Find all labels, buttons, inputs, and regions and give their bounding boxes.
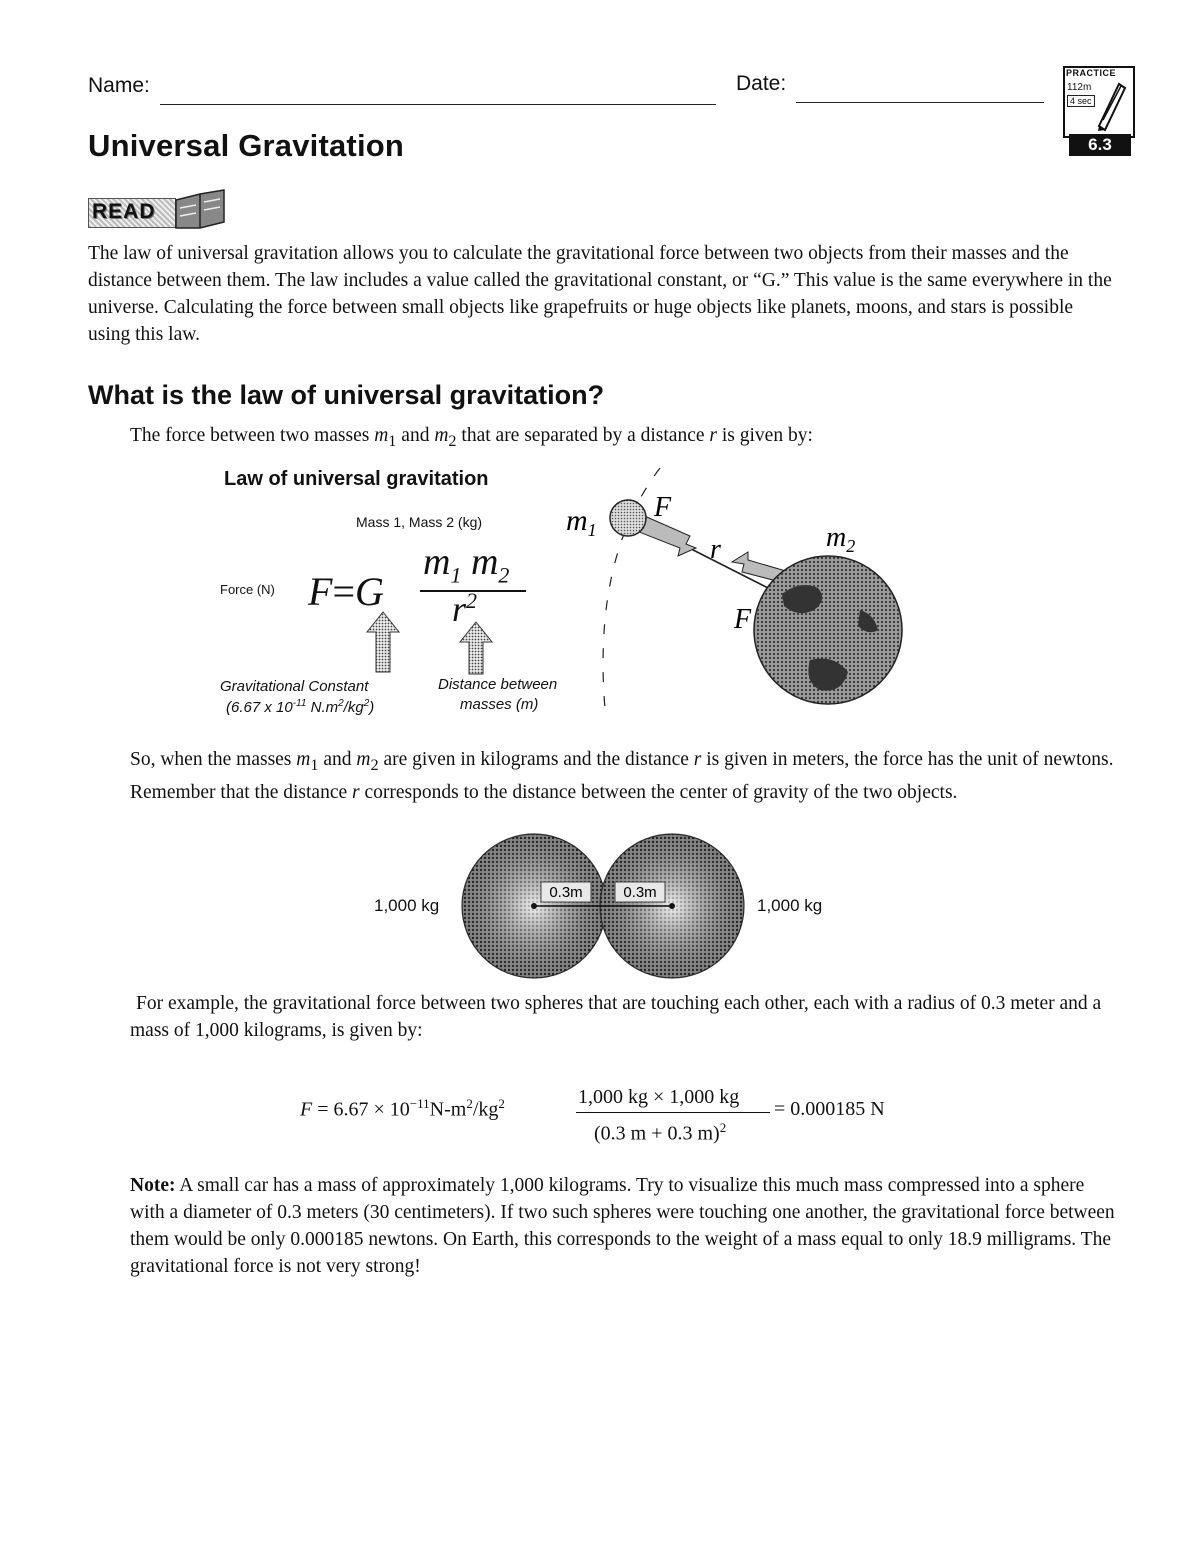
note-label: Note: (130, 1175, 176, 1196)
force-bottom-label: F (734, 604, 752, 635)
g-arrow-icon (363, 610, 403, 674)
r-arrow-icon (456, 620, 496, 676)
given-by-text: The force between two masses (130, 425, 375, 446)
explain-text-1: So, when the masses (130, 749, 297, 770)
explain-paragraph (130, 746, 1115, 806)
example-fraction-bar (576, 1112, 770, 1113)
num-m2: m (470, 541, 499, 583)
practice-badge (1063, 66, 1133, 158)
left-mass-label: 1,000 kg (374, 896, 440, 915)
formula-equals: = (332, 569, 355, 614)
note-text: A small car has a mass of approximately 1,000 kilograms. Try to visualize this much mass compressed into a sphere with a diameter of 0.3 meters (30 centimeters). If two such spheres were touching one another, the gravitational force between them would be only 0.000185 newtons. On Earth, this corresponds to the weight of a mass equal to only 18.9 milligrams. The gravitational force is not very strong! (130, 1175, 1115, 1277)
section-heading: What is the law of universal gravitation? (88, 380, 605, 410)
m2-label: $m_2$ (826, 522, 856, 556)
moon-icon (610, 500, 646, 536)
explain-m2: m (356, 749, 371, 770)
example-units: N-m (429, 1098, 467, 1121)
example-units-exp: 2 (466, 1096, 473, 1111)
explain-r: r (693, 749, 702, 770)
num-sub1: 1 (450, 562, 462, 588)
g-value: (6.67 x 10 (226, 699, 293, 716)
explain-m1: m (296, 749, 311, 770)
read-label: READ (92, 200, 156, 223)
m1-subscript: 1 (388, 431, 397, 450)
g-units: N.m (306, 699, 339, 716)
intro-paragraph: The law of universal gravitation allows you to calculate the gravitational force between two objects from their masses and the distance between them. The law includes a value called the gravitational constant, or “G.” This value is the same everywhere in the universe. Calculating the force between small objects like grapefruits or huge objects like planets, moons, and stars is possible using this law. (88, 243, 1112, 345)
badge-word: PRACTICE (1066, 68, 1117, 78)
example-f: F (300, 1098, 313, 1121)
num-sub2: 2 (498, 562, 510, 588)
badge-line2: 4 sec (1067, 95, 1095, 107)
g-exp: -11 (292, 698, 307, 709)
note-paragraph (130, 1172, 1115, 1280)
read-badge (88, 188, 228, 230)
r-symbol: r (709, 425, 717, 446)
explain-m1-sub: 1 (310, 755, 319, 774)
date-label: Date: (736, 72, 787, 95)
explain-text-4: is given in meters, the force has the unit of newtons. Remember that the distance (130, 749, 1114, 803)
g-exp3: 2 (363, 698, 370, 709)
den-r: r (452, 589, 467, 629)
example-den-text: (0.3 m + 0.3 m) (594, 1122, 720, 1145)
num-m1: m (423, 541, 451, 583)
book-icon (174, 188, 226, 230)
example-constant: = 6.67 × 10 (312, 1098, 410, 1121)
given-by-and: and (396, 425, 435, 446)
planet-diagram (560, 460, 920, 730)
r-label-line2: masses (m) (460, 696, 539, 713)
date-field-line[interactable] (796, 102, 1044, 103)
force-top-label: F (654, 492, 672, 523)
r-label-line1: Distance between (438, 676, 558, 693)
formula-heading: Law of universal gravitation (224, 468, 489, 490)
pencil-icon (1093, 80, 1129, 132)
formula-g: G (355, 569, 384, 614)
name-field-line[interactable] (160, 104, 716, 105)
spheres-diagram (455, 832, 751, 980)
example-exp: −11 (409, 1096, 430, 1111)
example-eq-lhs (300, 1096, 505, 1122)
mass-label: Mass 1, Mass 2 (kg) (356, 514, 483, 530)
explain-text-2: and (318, 749, 357, 770)
name-label: Name: (88, 74, 150, 97)
example-units2: /kg (472, 1098, 499, 1121)
example-result: = 0.000185 N (774, 1098, 885, 1120)
example-intro: For example, the gravitational force between two spheres that are touching each other, each with a radius of 0.3 meter and a mass of 1,000 kilograms, is given by: (130, 993, 1102, 1041)
g-close: ) (369, 699, 375, 716)
given-by-mid: that are separated by a distance (456, 425, 710, 446)
example-den-exp: 2 (719, 1120, 727, 1135)
badge-line1: 112m (1067, 82, 1092, 93)
explain-text-5: corresponds to the distance between the center of gravity of the two objects. (359, 781, 958, 803)
formula-numerator (423, 540, 509, 589)
example-denominator (594, 1120, 726, 1146)
g-label-line1: Gravitational Constant (220, 678, 369, 695)
given-by-post: is given by: (716, 425, 813, 446)
explain-m2-sub: 2 (370, 755, 379, 774)
right-mass-label: 1,000 kg (757, 896, 823, 915)
m1-label: $m_1$ (566, 504, 597, 540)
g-units2: /kg (343, 699, 364, 716)
force-label: Force (N) (220, 582, 275, 597)
badge-number: 6.3 (1069, 134, 1131, 156)
g-exp2: 2 (338, 698, 344, 709)
g-label-line2 (226, 698, 374, 716)
right-radius-label: 0.3m (623, 884, 657, 901)
r-distance-label: r (710, 534, 721, 565)
explain-text-3: are given in kilograms and the distance (378, 749, 694, 770)
example-units2-exp: 2 (498, 1096, 505, 1111)
m2-symbol: m (434, 425, 449, 446)
den-exp: 2 (466, 588, 478, 613)
formula-f: F (308, 569, 333, 614)
example-numerator: 1,000 kg × 1,000 kg (578, 1086, 740, 1108)
formula-lhs-eq (308, 568, 384, 615)
left-center-dot (531, 903, 537, 909)
given-by-sentence (130, 422, 813, 455)
right-center-dot (669, 903, 675, 909)
m2-subscript: 2 (448, 431, 457, 450)
left-radius-label: 0.3m (549, 884, 583, 901)
m1-symbol: m (374, 425, 389, 446)
page-title: Universal Gravitation (88, 128, 405, 163)
explain-r2: r (352, 781, 360, 803)
